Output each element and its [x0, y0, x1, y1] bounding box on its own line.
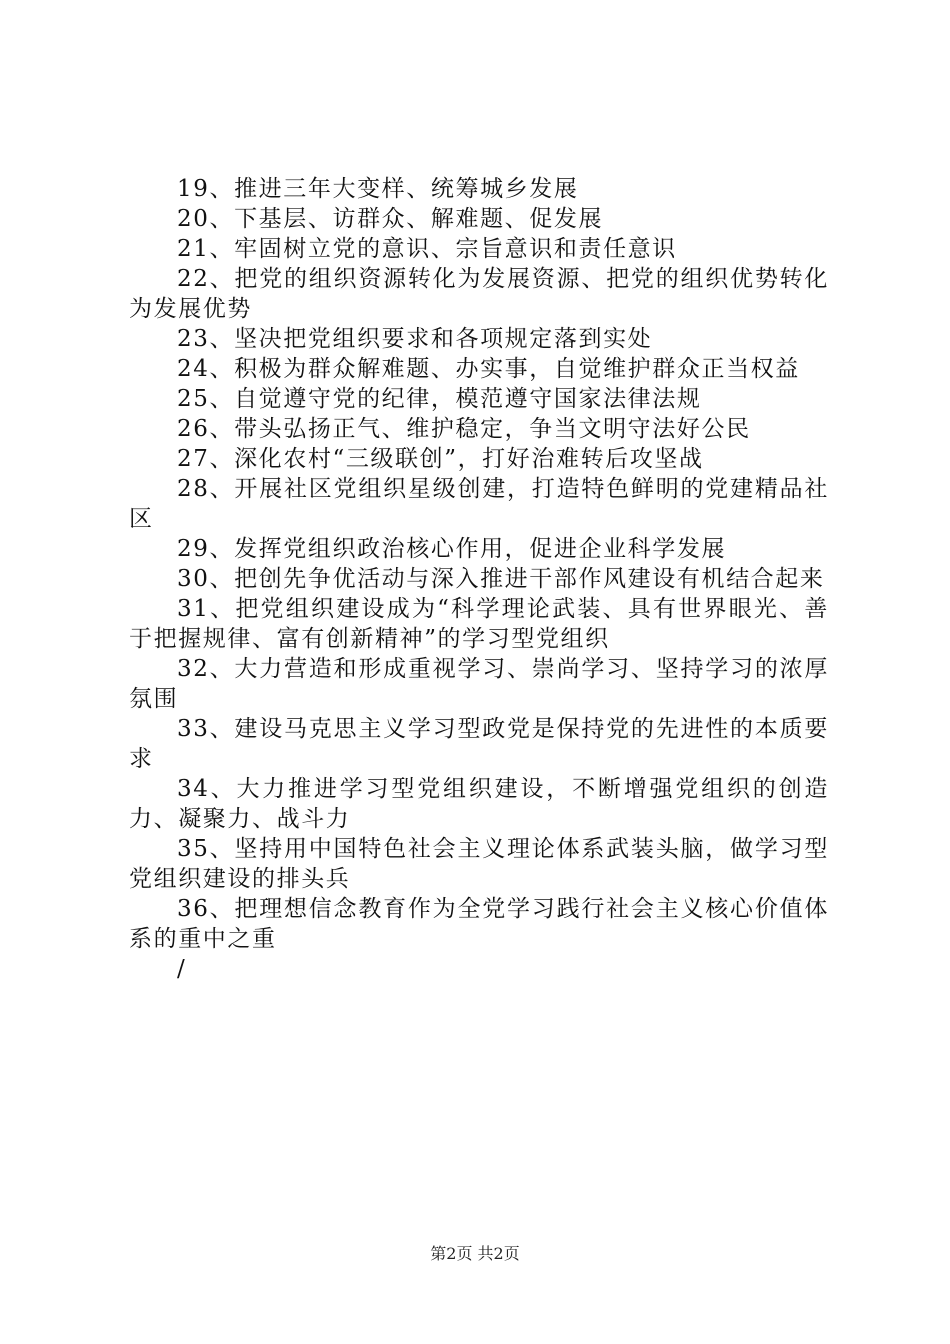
- list-item: 36、把理想信念教育作为全党学习践行社会主义核心价值体系的重中之重: [129, 896, 829, 952]
- page-number-label: 第2页 共2页: [430, 1244, 520, 1263]
- list-item: 35、坚持用中国特色社会主义理论体系武装头脑，做学习型党组织建设的排头兵: [129, 836, 829, 892]
- list-item: 22、把党的组织资源转化为发展资源、把党的组织优势转化为发展优势: [129, 266, 829, 322]
- list-item: 31、把党组织建设成为“科学理论武装、具有世界眼光、善于把握规律、富有创新精神”的学习型党组织: [129, 596, 829, 652]
- list-item: 20、下基层、访群众、解难题、促发展: [177, 206, 604, 232]
- list-item: 33、建设马克思主义学习型政党是保持党的先进性的本质要求: [129, 716, 829, 772]
- trailing-mark: /: [177, 956, 187, 982]
- page-footer: [0, 1244, 950, 1264]
- list-item: 24、积极为群众解难题、办实事，自觉维护群众正当权益: [177, 356, 800, 382]
- list-item: 26、带头弘扬正气、维护稳定，争当文明守法好公民: [177, 416, 751, 442]
- list-item: 30、把创先争优活动与深入推进干部作风建设有机结合起来: [177, 566, 825, 592]
- list-item: 27、深化农村“三级联创”，打好治难转后攻坚战: [177, 446, 704, 472]
- list-item: 29、发挥党组织政治核心作用，促进企业科学发展: [177, 536, 727, 562]
- document-body: [129, 174, 829, 984]
- list-item: 19、推进三年大变样、统筹城乡发展: [177, 176, 579, 202]
- list-item: 34、大力推进学习型党组织建设，不断增强党组织的创造力、凝聚力、战斗力: [129, 776, 829, 832]
- list-item: 23、坚决把党组织要求和各项规定落到实处: [177, 326, 653, 352]
- list-item: 21、牢固树立党的意识、宗旨意识和责任意识: [177, 236, 677, 262]
- list-item: 25、自觉遵守党的纪律，模范遵守国家法律法规: [177, 386, 702, 412]
- list-item: 32、大力营造和形成重视学习、崇尚学习、坚持学习的浓厚氛围: [129, 656, 829, 712]
- list-item: 28、开展社区党组织星级创建，打造特色鲜明的党建精品社区: [129, 476, 829, 532]
